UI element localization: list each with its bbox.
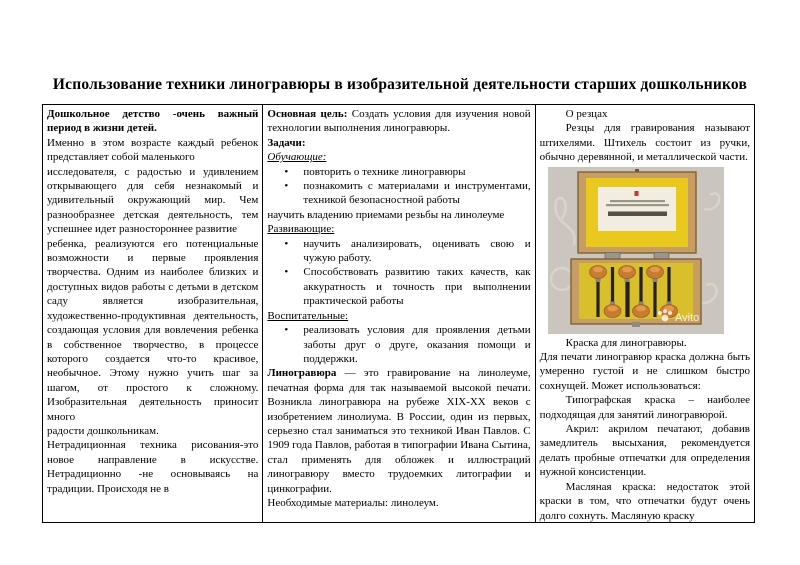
paint-type: Типографская краска – наиболее подходящая для занятий линогравюрой. bbox=[539, 394, 751, 421]
column-right bbox=[536, 105, 754, 522]
list-item bbox=[267, 237, 530, 266]
teaching-bullet-list bbox=[267, 165, 530, 208]
label-text-line bbox=[606, 204, 669, 206]
bullet-icon: • bbox=[284, 324, 289, 337]
bullet-text: Способствовать развитию таких качеств, как аккуратность и точность при выполнении практической работы bbox=[303, 266, 531, 308]
linocut-text: — это гравирование на линолеуме, печатная форма для так называемой высокой печати. Возникла линогравюра на рубеже XIX-XX веков с изобретением линолиума. В России, один из первых, серьезно стал заниматься это техникой Иван Павлов. С 1909 года Павлов, работая в типографии Ивана Сытина, стал применять для обложек и иллюстраций линогравюру вместо трудоемких литографии и цинкографии. bbox=[267, 367, 531, 495]
goal-paragraph bbox=[267, 107, 530, 136]
paint-type: Масляная краска: недостаток этой краски в том, что отпечатки будут очень долго сохнуть. Масляную краску bbox=[539, 480, 751, 522]
paint-type: Акрил: акрилом печатают, добавив замедлитель высыхания, рекомендуется делать пробные отпечатки для определения нужной консистенции. bbox=[539, 423, 751, 479]
bullet-icon: • bbox=[284, 237, 289, 250]
paint-intro: Для печати линогравюр краска должна быть умеренно густой и не слишком быстро сохнущей. Может использоваться: bbox=[539, 351, 751, 392]
paragraph: Именно в этом возрасте каждый ребенок представляет собой маленького bbox=[47, 136, 259, 164]
list-item bbox=[267, 179, 530, 208]
column-center bbox=[263, 105, 535, 522]
cutters-photo bbox=[548, 167, 724, 334]
bullet-text: познакомить с материалами и инструментами, техникой безопасностной работы bbox=[303, 180, 531, 207]
linocut-definition bbox=[267, 366, 530, 496]
box-clasp bbox=[632, 322, 640, 327]
left-heading: Дошкольное детство -очень важный период в жизни детей. bbox=[47, 108, 259, 135]
watermark-text: Avito bbox=[674, 311, 699, 324]
bullet-icon: • bbox=[284, 165, 289, 178]
bullet-text: научить анализировать, оценивать свою и чужую работу. bbox=[303, 237, 531, 265]
label-title-line bbox=[608, 211, 667, 216]
cutters-heading: О резцах bbox=[565, 108, 608, 120]
teaching-note: научить владению приемами резьбы на линолеуме bbox=[267, 208, 505, 221]
content-table bbox=[42, 104, 755, 523]
upbringing-bullet-list bbox=[267, 323, 530, 366]
paint-heading: Краска для линогравюры. bbox=[565, 336, 687, 349]
materials-note: Необходимые материалы: линолеум. bbox=[267, 496, 439, 509]
paragraph: Нетрадиционная техника рисования-это новое направление в искусстве. Нетрадиционно -не основываясь на традиции. Происходя не в bbox=[47, 439, 259, 495]
tasks-label: Задачи: bbox=[267, 136, 306, 149]
goal-label: Основная цель: bbox=[267, 108, 348, 120]
bullet-icon: • bbox=[284, 180, 289, 193]
label-text-line bbox=[610, 200, 665, 202]
list-item bbox=[267, 265, 530, 308]
paragraph: исследователя, с радостью и удивлением открывающего для себя незнакомый и удивительный окружающий мир. Чем разнообразнее детская деятельность, тем успешнее идет разностороннее развитие bbox=[47, 165, 259, 236]
page-title: Использование техники линогравюры в изобразительной деятельности старших дошкольников bbox=[52, 76, 748, 93]
paragraph: радости дошкольникам. bbox=[47, 424, 159, 437]
column-left bbox=[43, 105, 263, 522]
bullet-text: повторить о технике линогравюры bbox=[303, 165, 466, 178]
label-logo bbox=[634, 191, 638, 196]
list-item bbox=[267, 165, 530, 179]
linocut-term: Линогравюра bbox=[267, 367, 337, 380]
paragraph: ребенка, реализуются его потенциальные возможности и первые проявления творчества. Одним из наиболее близких и доступных видов работы с детьми в детском саду является изобразительная, художественно-продуктивная деятельность, создающая условия для вовлечения ребенка в собственное творчество, в процессе которого создается что-то красивое, необычное. Этому нужно учить шаг за шагом, от простого к сложному. Изобразительная деятельность приносит много bbox=[47, 237, 259, 423]
developing-heading: Развивающие: bbox=[267, 223, 335, 236]
teaching-heading: Обучающие: bbox=[267, 151, 327, 164]
bullet-text: реализовать условия для проявления детьми заботы друг о друге, оказания помощи и поддержки. bbox=[303, 324, 531, 365]
developing-bullet-list bbox=[267, 237, 530, 309]
cutters-box-image bbox=[548, 167, 724, 334]
bullet-icon: • bbox=[284, 266, 289, 279]
upbringing-heading: Воспитательные: bbox=[267, 309, 349, 322]
cutters-text: Резцы для гравирования называют штихелями. Штихель состоит из ручки, обычно деревянной, и металлической части. bbox=[539, 122, 751, 164]
list-item bbox=[267, 323, 530, 366]
goal-text: Создать условия для изучения новой технологии выполнения линогравюры. bbox=[267, 108, 531, 135]
